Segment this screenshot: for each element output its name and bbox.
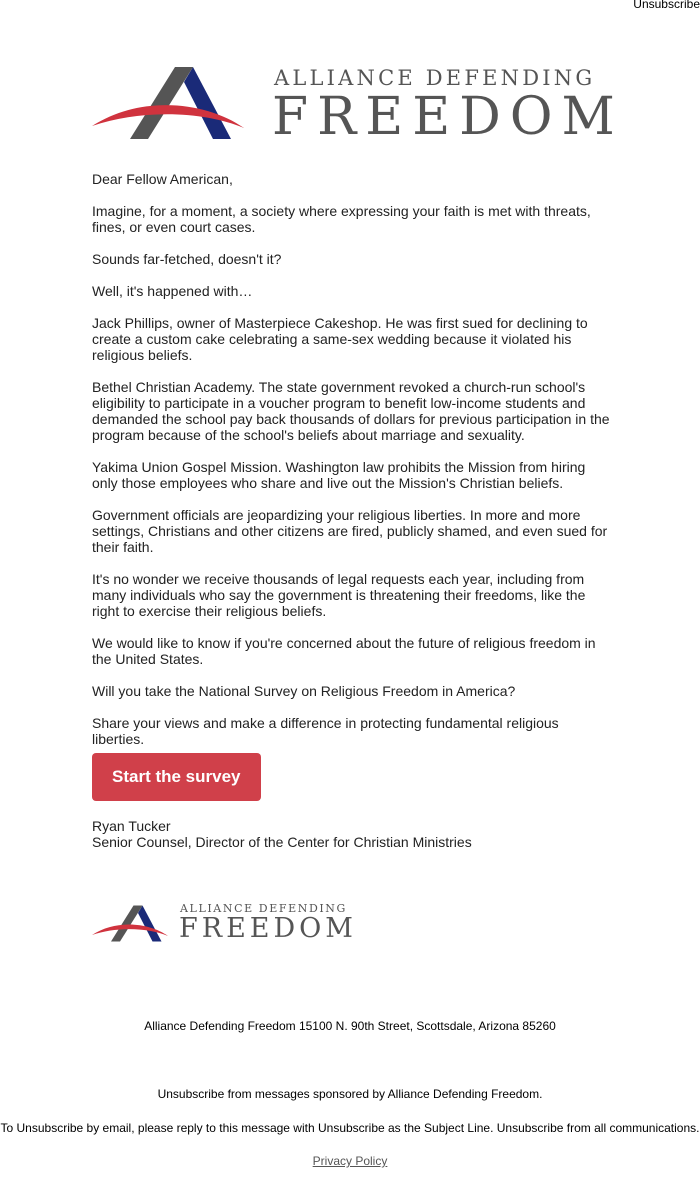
paragraph: Share your views and make a difference in protecting fundamental religious liberties. bbox=[92, 715, 559, 747]
footer-brand-line2: FREEDOM bbox=[179, 913, 357, 944]
paragraph: Bethel Christian Academy. The state government revoked a church-run school's eligibility to participate in a voucher program to benefit low-income students and demanded the school pay back thousands of dollars for previous participation in the program because of the school's beliefs about marriage and sexuality. bbox=[92, 379, 610, 443]
footer-brand-line1: ALLIANCE DEFENDING bbox=[180, 902, 347, 915]
paragraph: Yakima Union Gospel Mission. Washington law prohibits the Mission from hiring only those employees who share and live out the Mission's Christian beliefs. bbox=[92, 459, 586, 491]
paragraph: We would like to know if you're concerned about the future of religious freedom in the United States. bbox=[92, 635, 596, 667]
signature-name: Ryan Tucker bbox=[92, 818, 171, 834]
start-survey-button[interactable]: Start the survey bbox=[92, 753, 261, 801]
adf-logo-mark-small bbox=[92, 902, 172, 946]
letter-body bbox=[92, 171, 612, 850]
paragraph: Will you take the National Survey on Religious Freedom in America? bbox=[92, 683, 516, 699]
paragraph: Sounds far-fetched, doesn't it? bbox=[92, 251, 282, 267]
signature-title: Senior Counsel, Director of the Center for Christian Ministries bbox=[92, 834, 472, 850]
paragraph: Imagine, for a moment, a society where expressing your faith is met with threats, fines, or even court cases. bbox=[92, 203, 591, 235]
paragraph: Well, it's happened with… bbox=[92, 283, 253, 299]
greeting: Dear Fellow American, bbox=[92, 171, 233, 187]
paragraph: Jack Phillips, owner of Masterpiece Cakeshop. He was first sued for declining to create a custom cake celebrating a same-sex wedding because it violated his religious beliefs. bbox=[92, 315, 588, 363]
brand-name-line1: ALLIANCE DEFENDING bbox=[274, 66, 596, 90]
adf-logo-mark bbox=[92, 64, 252, 144]
adf-logo-header[interactable] bbox=[92, 64, 624, 147]
footer-address: Alliance Defending Freedom 15100 N. 90th Street, Scottsdale, Arizona 85260 bbox=[144, 1019, 556, 1033]
top-unsubscribe-link[interactable]: Unsubscribe bbox=[633, 0, 700, 11]
footer-unsubscribe-sponsored: Unsubscribe from messages sponsored by Alliance Defending Freedom. bbox=[157, 1087, 543, 1101]
brand-name-line2: FREEDOM bbox=[272, 87, 624, 147]
adf-logo-footer[interactable] bbox=[92, 902, 357, 946]
footer-privacy bbox=[0, 1154, 700, 1168]
footer-unsubscribe-email: To Unsubscribe by email, please reply to this message with Unsubscribe as the Subject Line. Unsubscribe from all communications. bbox=[0, 1121, 700, 1135]
paragraph: It's no wonder we receive thousands of legal requests each year, including from many individuals who say the government is threatening their freedoms, like the right to exercise their religious beliefs. bbox=[92, 571, 586, 619]
signature bbox=[92, 818, 612, 850]
paragraph: Government officials are jeopardizing your religious liberties. In more and more settings, Christians and other citizens are fired, publicly shamed, and even sued for their faith. bbox=[92, 507, 608, 555]
privacy-policy-link[interactable]: Privacy Policy bbox=[312, 1154, 388, 1168]
